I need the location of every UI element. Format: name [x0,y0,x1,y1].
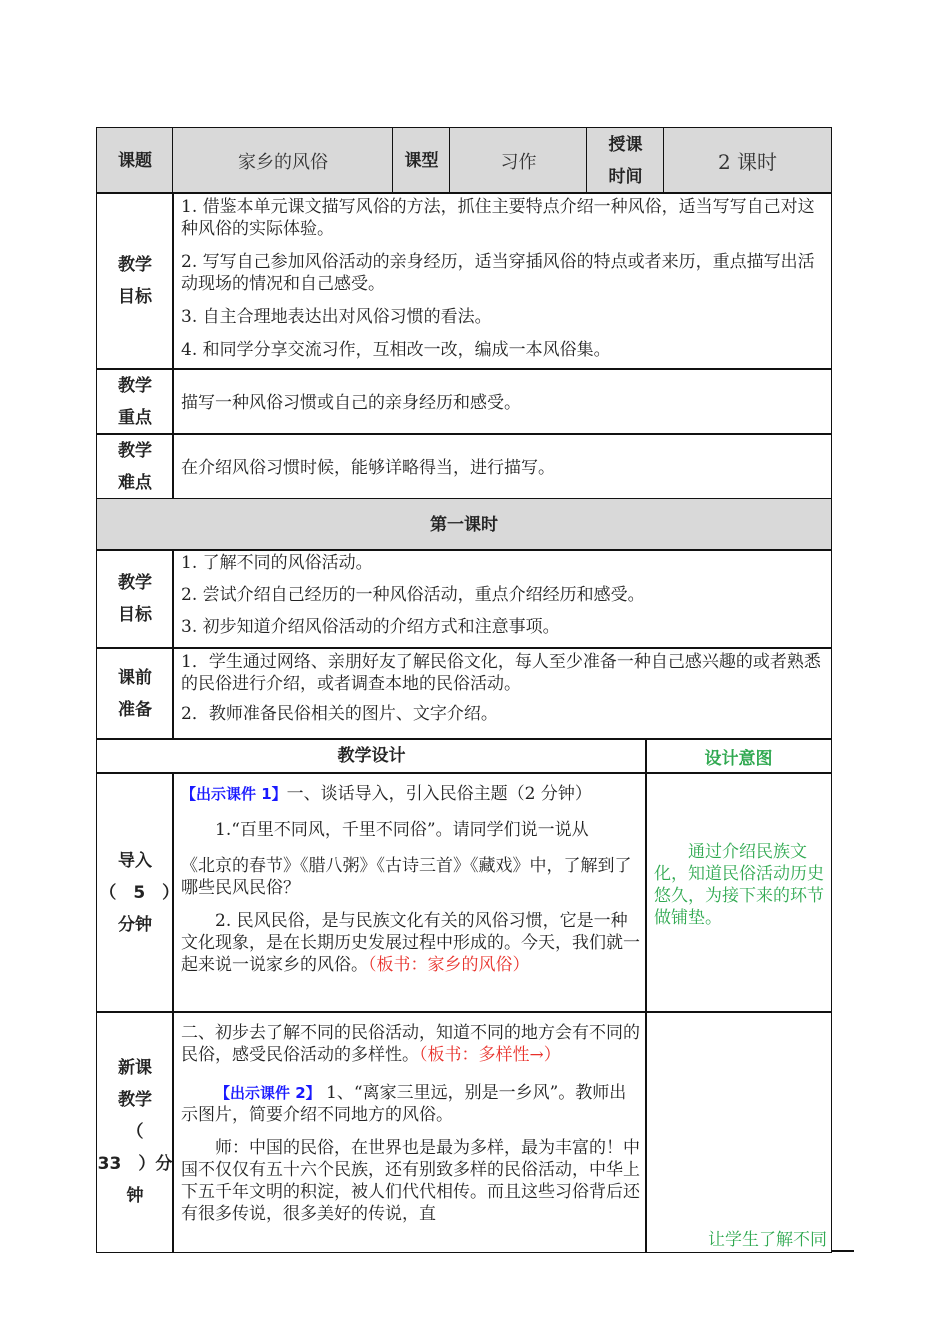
courseware-tag: 【出示课件 1】 [181,785,287,803]
intro-p2: 2. 民风民俗，是与民族文化有关的风俗习惯，它是一种文化现象，是在长期历史发展过程中形成的。今天，我们就一起来说一说家乡的风俗。 [181,911,640,975]
prep-item: 1．学生通过网络、亲朋好友了解民俗文化，每人至少准备一种自己感兴趣的或者熟悉的民俗进行介绍，或者调查本地的民俗活动。 [181,652,821,694]
intro-label [96,772,174,1013]
intro-duration: （ 5 ）分钟 [99,882,171,935]
key-text: 描写一种风俗习惯或自己的亲身经历和感受。 [172,368,832,435]
new-p2: 1、“离家三里远，别是一乡风”。教师出示图片，简要介绍不同地方的风俗。 [181,1083,627,1125]
time-label: 授课时间 [586,127,665,194]
new-p1: 二、初步去了解不同的民俗活动，知道不同的地方会有不同的民俗，感受民俗活动的多样性。 [181,1023,640,1065]
type-label: 课型 [392,127,451,194]
new-intent: 让学生了解不同 [645,1011,832,1253]
prep-cell [172,647,832,740]
intro-p1b: 《北京的春节》《腊八粥》《古诗三首》《藏戏》中，了解到了哪些民风民俗？ [181,856,632,898]
goal-item: 2. 尝试介绍自己经历的一种风俗活动，重点介绍经历和感受。 [181,585,645,605]
courseware-tag: 【出示课件 2】 [215,1084,321,1102]
prep-label: 课前准备 [96,647,174,740]
intent-header: 设计意图 [645,738,832,774]
topic-label: 课题 [96,127,174,194]
difficulty-label: 教学难点 [96,433,174,500]
goal-item: 1. 了解不同的风俗活动。 [181,553,373,573]
prep-item: 2．教师准备民俗相关的图片、文字介绍。 [181,704,498,724]
intro-intent: 通过介绍民族文化，知道民俗活动历史悠久，为接下来的环节做铺垫。 [645,772,832,1013]
goal-item: 1. 借鉴本单元课文描写风俗的方法，抓住主要特点介绍一种风俗，适当写写自己对这种风俗的实际体验。 [181,197,815,239]
board-note: （板书：多样性→） [419,1045,561,1065]
new-title: 新课教学 [118,1058,152,1110]
intro-content [172,772,647,1013]
design-header: 教学设计 [96,738,647,774]
divider [832,1250,854,1252]
lesson1-goals-cell [172,549,832,649]
goals-label: 教学目标 [96,192,174,370]
board-note: （板书：家乡的风俗） [368,955,530,975]
time-value: 2 课时 [663,127,832,194]
intro-heading: 一、谈话导入，引入民俗主题（2 分钟） [286,784,592,804]
lesson1-goals-label: 教学目标 [96,549,174,649]
intro-title: 导入 [118,850,152,871]
type-value: 习作 [449,127,588,194]
new-duration: （ 33 ）分钟 [97,1122,173,1206]
new-p3: 师：中国的民俗，在世界也是最为多样，最为丰富的！中国不仅仅有五十六个民族，还有别致多样的民俗活动，中华上下五千年文明的积淀，被人们代代相传。而且这些习俗背后还有很多传说，很多美好的传说，直 [181,1138,640,1224]
difficulty-text: 在介绍风俗习惯时候，能够详略得当，进行描写。 [172,433,832,500]
goal-item: 2. 写写自己参加风俗活动的亲身经历，适当穿插风俗的特点或者来历，重点描写出活动现场的情况和自己感受。 [181,252,815,294]
goal-item: 4. 和同学分享交流习作，互相改一改，编成一本风俗集。 [181,340,611,360]
new-content [172,1011,647,1253]
lesson1-title: 第一课时 [96,498,832,551]
intro-p1: 1.“百里不同风，千里不同俗”。请同学们说一说从 [215,820,589,840]
goal-item: 3. 自主合理地表达出对风俗习惯的看法。 [181,307,492,327]
key-label: 教学重点 [96,368,174,435]
new-label [96,1011,174,1253]
goal-item: 3. 初步知道介绍风俗活动的介绍方式和注意事项。 [181,617,560,637]
goals-cell [172,192,832,370]
topic-value: 家乡的风俗 [172,127,394,194]
